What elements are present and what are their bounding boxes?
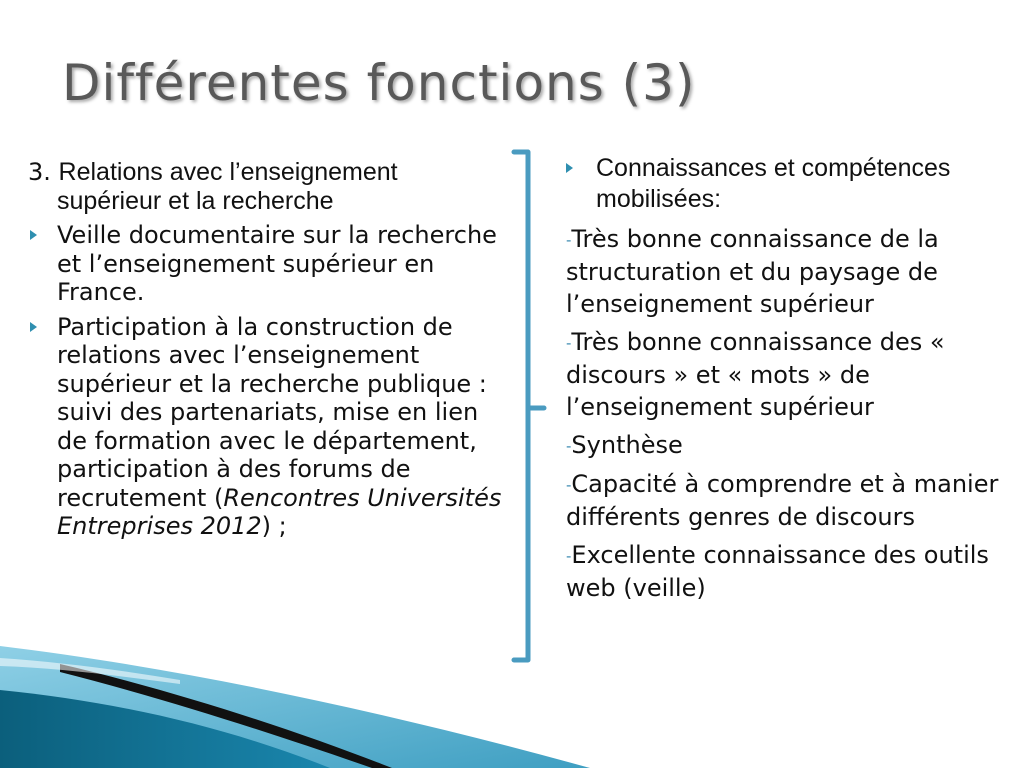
- dash-marker: -: [566, 547, 572, 565]
- bullet-italic-text: Rencontres Universités Entreprises 2012: [57, 483, 502, 540]
- bullet-text: Veille documentaire sur la recherche et l’enseignement supérieur en France.: [57, 221, 497, 306]
- list-item: [566, 468, 1011, 533]
- arrow-bullet-icon: [566, 163, 573, 173]
- skill-text: Synthèse: [571, 431, 683, 459]
- skill-text: Très bonne connaissance des « discours » et « mots » de l’enseignement supérieur: [566, 328, 945, 421]
- right-bracket-icon: [500, 146, 560, 672]
- dash-marker: -: [566, 476, 572, 494]
- section-number: 3.: [28, 158, 59, 186]
- dash-marker: -: [566, 437, 572, 455]
- dash-marker: -: [566, 231, 572, 249]
- dash-marker: -: [566, 334, 572, 352]
- slide-title: Différentes fonctions (3): [62, 54, 696, 112]
- right-column: [566, 153, 1011, 610]
- skill-text: Excellente connaissance des outils web (veille): [566, 541, 989, 602]
- bullet-text: Participation à la construction de relations avec l’enseignement supérieur et la recherche publique : suivi des partenariats, mise en lien de formation avec le département, participation à des forums de recrutement (: [57, 312, 487, 512]
- arrow-bullet-icon: [30, 322, 37, 332]
- bullet-tail-text: ) ;: [261, 512, 287, 540]
- swoosh-decoration: [0, 640, 1024, 768]
- list-item: [566, 223, 1011, 320]
- section-heading: [28, 158, 508, 215]
- skill-text: Très bonne connaissance de la structuration et du paysage de l’enseignement supérieur: [566, 225, 939, 318]
- list-item: [566, 539, 1011, 604]
- right-heading: [566, 153, 1011, 215]
- left-bullet-list: [28, 221, 508, 541]
- right-heading-text: Connaissances et compétences mobilisées:: [596, 154, 951, 213]
- left-column: [28, 158, 508, 547]
- list-item: [566, 326, 1011, 423]
- section-heading-text: Relations avec l’enseignement supérieur et la recherche: [57, 158, 398, 215]
- list-item: [28, 221, 508, 307]
- list-item: [566, 429, 1011, 462]
- skill-text: Capacité à comprendre et à manier différents genres de discours: [566, 470, 999, 531]
- list-item: [28, 313, 508, 541]
- arrow-bullet-icon: [30, 230, 37, 240]
